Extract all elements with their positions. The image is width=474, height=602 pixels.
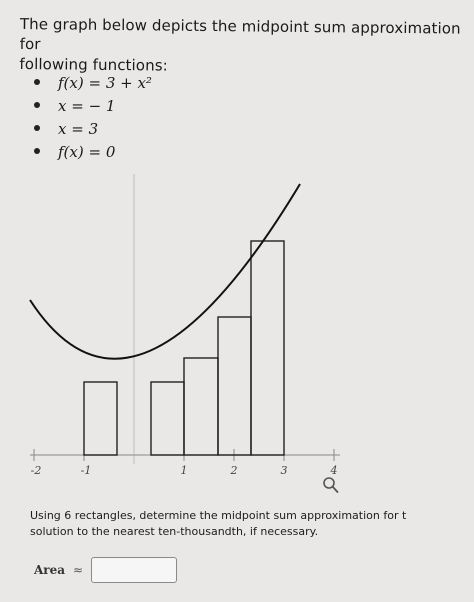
- bullet-icon: [34, 102, 40, 108]
- tick-label: 2: [230, 464, 238, 477]
- midpoint-rectangle: [251, 241, 284, 455]
- question-text: [30, 508, 474, 540]
- midpoint-rectangle: [84, 382, 117, 455]
- area-answer-input[interactable]: [91, 557, 177, 583]
- midpoint-rectangle: [218, 317, 251, 455]
- function-item: f(x) = 3 + x²: [34, 72, 152, 95]
- function-item: x = 3: [34, 118, 152, 141]
- midpoint-rectangle: [184, 358, 218, 455]
- tick-label: -2: [30, 464, 42, 477]
- function-item: f(x) = 0: [34, 141, 152, 164]
- function-curve: [30, 184, 300, 359]
- area-label: Area: [34, 563, 66, 577]
- answer-row: [34, 556, 177, 584]
- question-line-1: Using 6 rectangles, determine the midpoint sum approximation for t: [30, 509, 407, 522]
- tick-label: 1: [180, 464, 188, 477]
- midpoint-sum-graph: [0, 168, 474, 498]
- intro-line-1: The graph below depicts the midpoint sum approximation for: [19, 14, 461, 54]
- function-list: [34, 72, 152, 164]
- tick-label: 4: [330, 464, 338, 477]
- bullet-icon: [34, 79, 40, 85]
- bullet-icon: [34, 148, 40, 154]
- magnifier-icon[interactable]: [322, 476, 340, 496]
- bullet-icon: [34, 125, 40, 131]
- problem-intro: [19, 14, 470, 79]
- intro-line-2: following functions:: [19, 54, 168, 75]
- tick-label: -1: [80, 464, 92, 477]
- tick-label: 3: [280, 464, 288, 477]
- midpoint-rectangles: [84, 241, 284, 455]
- question-line-2: solution to the nearest ten-thousandth, if necessary.: [30, 525, 319, 538]
- function-item: x = − 1: [34, 95, 152, 118]
- approx-symbol: ≈: [73, 563, 84, 577]
- midpoint-rectangle: [151, 382, 184, 455]
